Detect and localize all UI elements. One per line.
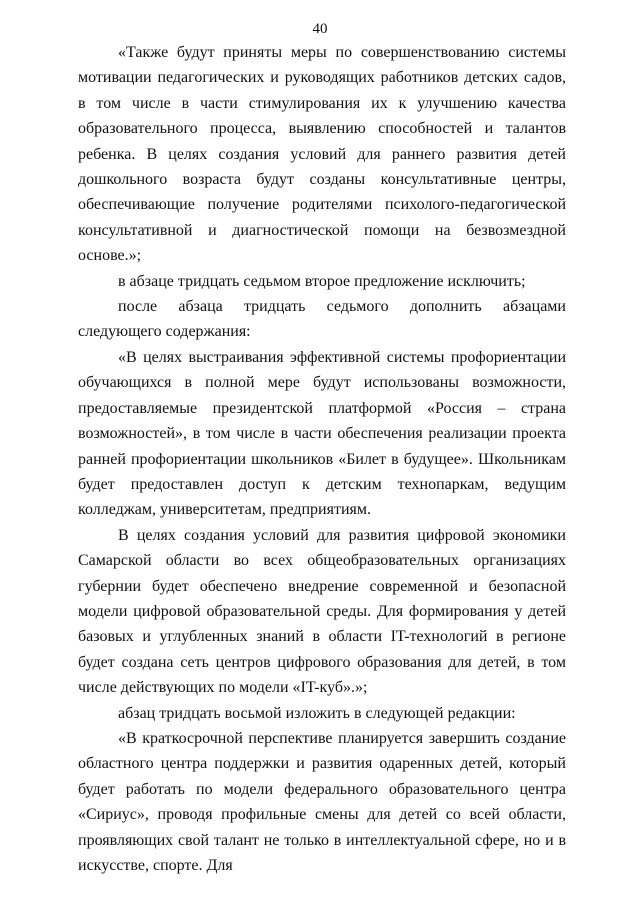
paragraph-career-guidance: «В целях выстраивания эффективной системы профориентации обучающихся в полной мере будут использованы возможности, предоставляемые президентской платформой «Россия – страна возможностей», в том числе в части обеспечения реализации проекта ранней профориентации школьников «Билет в будущее». Школьникам будет предоставлен доступ к детским технопаркам, ведущим колледжам, университетам, предприятиям.	[78, 348, 566, 519]
paragraph-amendment-restate: абзац тридцать восьмой изложить в следующей редакции:	[118, 704, 516, 722]
paragraph-digital-economy: В целях создания условий для развития цифровой экономики Самарской области во всех общеобразовательных организациях губернии будет обеспечено внедрение современной и безопасной модели цифровой образовательной среды. Для формирования у детей базовых и углубленных знаний в области IT-технологий в регионе будет создана сеть центров цифрового образования для детей, в том числе действующих по модели «IT-куб».»;	[78, 526, 566, 697]
paragraph-amendment-add: после абзаца тридцать седьмого дополнить абзацами следующего содержания:	[78, 298, 566, 341]
page-number: 40	[312, 21, 328, 37]
paragraph-amendment-exclude: в абзаце тридцать седьмом второе предложение исключить;	[118, 272, 526, 290]
paragraph-gifted-children: «В краткосрочной перспективе планируется завершить создание областного центра поддержки и развития одаренных детей, который будет работать по модели федерального образовательного центра «Сириус», проводя профильные смены для детей со всей области, проявляющих свой талант не только в интеллектуальной сфере, но и в искусстве, спорте. Для	[78, 729, 566, 874]
paragraph-kindergarten-motivation: «Также будут приняты меры по совершенствованию системы мотивации педагогических и руководящих работников детских садов, в том числе в части стимулирования их к улучшению качества образовательного процесса, выявлению способностей и талантов ребенка. В целях создания условий для раннего развития детей дошкольного возраста будут созданы консультативные центры, обеспечивающие получение родителями психолого-педагогической консультативной и диагностической помощи на безвозмездной основе.»;	[78, 44, 566, 265]
document-body	[78, 40, 566, 878]
